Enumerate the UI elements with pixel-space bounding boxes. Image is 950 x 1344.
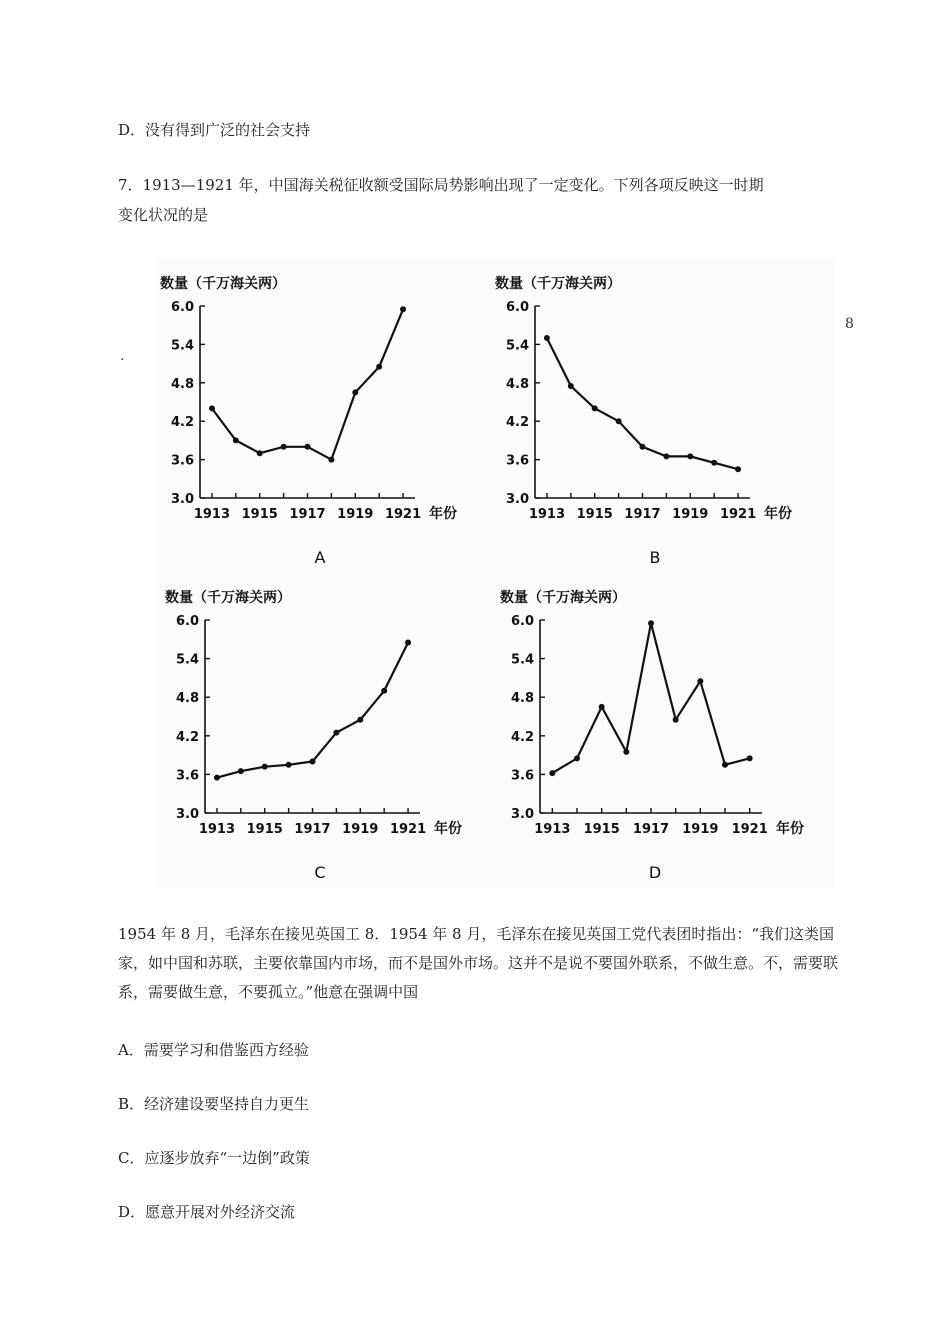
chart-b-point [640, 444, 646, 450]
charts-svg [155, 258, 835, 888]
chart-b-y-tick-label: 3.6 [505, 453, 529, 469]
chart-d-y-tick-label: 4.8 [510, 691, 534, 707]
chart-d-x-tick-label: 1921 [731, 822, 768, 837]
chart-d-series-line [552, 623, 749, 773]
chart-a-point [257, 450, 263, 456]
q8-stem: 1954 年 8 月，毛泽东在接见英国工 8．1954 年 8 月，毛泽东在接见英国工党代表团时指出：“我们这类国家，如中国和苏联，主要依靠国内市场，而不是国外市场。这并不是说不要国外联系，不做生意。不，需要联系，需要做生意，不要孤立。”他意在强调中国 [118, 925, 839, 1001]
chart-b-x-tick-label: 1915 [576, 507, 613, 522]
chart-c-x-tick-label: 1917 [294, 822, 331, 837]
chart-a-point [305, 444, 311, 450]
chart-d-point [648, 620, 654, 626]
chart-c-y-tick-label: 3.0 [175, 807, 199, 822]
chart-b-x-tick-label: 1921 [719, 507, 757, 522]
q7-stem-line2: 变化状况的是 [118, 206, 209, 224]
chart-a-point [209, 405, 215, 411]
chart-a-x-tick-label: 1915 [241, 507, 278, 522]
chart-a-title: 数量（千万海关两） [160, 276, 286, 292]
q8-option-d: D．愿意开展对外经济交流 [118, 1203, 296, 1221]
chart-a-panel-label: A [314, 548, 326, 567]
chart-b-x-tick-label: 1913 [528, 507, 566, 522]
chart-c-point [333, 730, 339, 736]
chart-b-point [568, 383, 574, 389]
chart-a-y-tick-label: 4.2 [170, 415, 194, 431]
chart-a-x-tick-label: 1913 [193, 507, 231, 522]
chart-a-y-tick-label: 6.0 [170, 300, 194, 315]
chart-c-y-tick-label: 5.4 [175, 652, 199, 668]
chart-a-point [328, 457, 334, 463]
chart-a-x-tick-label: 1921 [384, 507, 422, 522]
chart-d-point [599, 704, 605, 710]
q8-option-a: A．需要学习和借鉴西方经验 [118, 1041, 309, 1059]
stray-mark-left: . [120, 348, 125, 364]
chart-b-y-tick-label: 4.2 [505, 415, 529, 431]
chart-c-point [238, 768, 244, 774]
chart-a-y-tick-label: 5.4 [170, 338, 194, 354]
chart-d-point [747, 755, 753, 761]
chart-d-point [722, 762, 728, 768]
chart-c-point [405, 640, 411, 646]
chart-a-x-tick-label: 1917 [289, 507, 326, 522]
chart-c-x-tick-label: 1921 [389, 822, 427, 837]
chart-d-point [623, 749, 629, 755]
chart-b-panel-label: B [649, 548, 661, 567]
chart-d-x-tick-label: 1919 [682, 822, 719, 837]
chart-d-point [697, 678, 703, 684]
chart-a-point [352, 389, 358, 395]
chart-d-x-tick-label: 1915 [583, 822, 620, 837]
chart-c-point [214, 775, 220, 781]
chart-c-y-tick-label: 3.6 [175, 768, 199, 784]
chart-d-x-tick-label: 1913 [534, 822, 571, 837]
q8-option-c: C．应逐步放弃“一边倒”政策 [118, 1149, 310, 1167]
chart-figure [155, 258, 835, 888]
chart-b-point [687, 453, 693, 459]
chart-c-y-tick-label: 4.2 [175, 729, 199, 745]
chart-b-x-tick-label: 1919 [672, 507, 709, 522]
chart-b-point [616, 418, 622, 424]
chart-a-point [233, 437, 239, 443]
chart-d-title: 数量（千万海关两） [500, 590, 626, 606]
chart-a-y-tick-label: 3.6 [170, 453, 194, 469]
chart-a-x-tick-label: 1919 [337, 507, 374, 522]
stray-mark-right: 8 [845, 316, 854, 332]
chart-c-point [381, 688, 387, 694]
chart-b-y-tick-label: 3.0 [505, 492, 529, 507]
chart-c-x-tick-label: 1913 [198, 822, 236, 837]
chart-c-y-tick-label: 6.0 [175, 614, 199, 629]
chart-c-point [262, 764, 268, 770]
chart-d-point [673, 717, 679, 723]
chart-a-y-tick-label: 4.8 [170, 376, 194, 392]
chart-b-x-label: 年份 [764, 506, 792, 522]
chart-d-panel-label: D [648, 863, 662, 882]
chart-c-title: 数量（千万海关两） [165, 590, 291, 606]
chart-c-series-line [217, 643, 408, 778]
chart-b-point [592, 405, 598, 411]
chart-a-series-line [212, 309, 403, 459]
chart-c-x-tick-label: 1915 [246, 822, 283, 837]
chart-a-x-label: 年份 [429, 506, 457, 522]
chart-c-point [357, 717, 363, 723]
chart-c-point [286, 762, 292, 768]
chart-b-y-tick-label: 4.8 [505, 376, 529, 392]
chart-d-y-tick-label: 4.2 [510, 729, 534, 745]
chart-b-point [711, 460, 717, 466]
chart-c-panel-label: C [314, 863, 326, 882]
chart-b-point [544, 335, 550, 341]
chart-b-title: 数量（千万海关两） [495, 276, 621, 292]
q6-option-d: D．没有得到广泛的社会支持 [118, 121, 311, 139]
chart-d-x-tick-label: 1917 [632, 822, 670, 837]
chart-c-x-tick-label: 1919 [342, 822, 379, 837]
chart-c-x-label: 年份 [434, 821, 462, 837]
q8-option-b: B．经济建设要坚持自力更生 [118, 1095, 310, 1113]
chart-d-point [549, 770, 555, 776]
chart-b-y-tick-label: 5.4 [505, 338, 529, 354]
q7-stem-line1: 7．1913—1921 年，中国海关税征收额受国际局势影响出现了一定变化。下列各项反映这一时期 [118, 176, 764, 194]
chart-c-y-tick-label: 4.8 [175, 691, 199, 707]
chart-b-point [663, 453, 669, 459]
chart-d-y-tick-label: 6.0 [510, 614, 534, 629]
chart-a-point [376, 364, 382, 370]
chart-d-y-tick-label: 3.0 [510, 807, 534, 822]
chart-b-y-tick-label: 6.0 [505, 300, 529, 315]
chart-d-y-tick-label: 5.4 [510, 652, 534, 668]
chart-a-y-tick-label: 3.0 [170, 492, 194, 507]
chart-a-point [400, 306, 406, 312]
chart-a-point [281, 444, 287, 450]
chart-b-x-tick-label: 1917 [624, 507, 661, 522]
chart-d-point [574, 755, 580, 761]
chart-d-x-label: 年份 [776, 821, 804, 837]
chart-d-y-tick-label: 3.6 [510, 768, 534, 784]
chart-b-point [735, 466, 741, 472]
chart-c-point [310, 759, 316, 765]
